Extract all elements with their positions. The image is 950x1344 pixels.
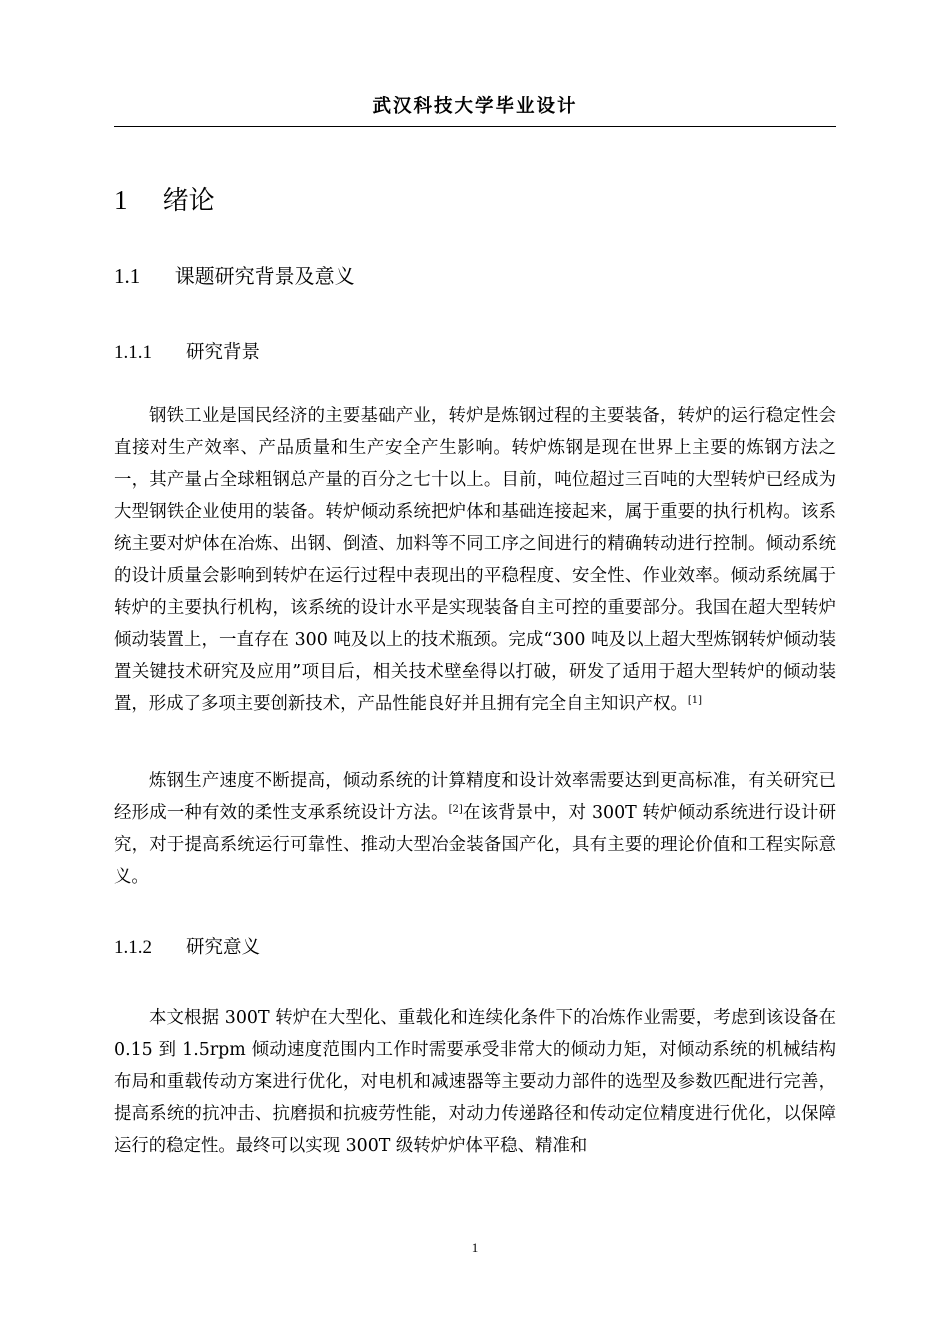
paragraph-background-1 <box>114 400 836 720</box>
subsection-heading-background <box>114 337 260 368</box>
subsection-heading-significance <box>114 932 260 963</box>
citation-ref-2: [2] <box>448 804 463 815</box>
paragraph-background-2 <box>114 765 836 893</box>
section-title: 课题研究背景及意义 <box>174 264 355 288</box>
paragraph-text: 本文根据 300T 转炉在大型化、重载化和连续化条件下的冶炼作业需要，考虑到该设备在 0.15 到 1.5rpm 倾动速度范围内工作时需要承受非常大的倾动力矩，对倾动系统的机械结构布局和重载传动方案进行优化，对电机和减速器等主要动力部件的选型及参数匹配进行完善，提高系统的抗冲击、抗磨损和抗疲劳性能，对动力传递路径和传动定位精度进行优化，以保障运行的稳定性。最终可以实现 300T 级转炉炉体平稳、精准和 <box>114 1008 836 1156</box>
paragraph-text: 钢铁工业是国民经济的主要基础产业，转炉是炼钢过程的主要装备，转炉的运行稳定性会直接对生产效率、产品质量和生产安全产生影响。转炉炼钢是现在世界上主要的炼钢方法之一，其产量占全球粗钢总产量的百分之七十以上。目前，吨位超过三百吨的大型转炉已经成为大型钢铁企业使用的装备。转炉倾动系统把炉体和基础连接起来，属于重要的执行机构。该系统主要对炉体在冶炼、出钢、倒渣、加料等不同工序之间进行的精确转动进行控制。倾动系统的设计质量会影响到转炉在运行过程中表现出的平稳程度、安全性、作业效率。倾动系统属于转炉的主要执行机构，该系统的设计水平是实现装备自主可控的重要部分。我国在超大型转炉倾动装置上，一直存在 300 吨及以上的技术瓶颈。完成“300 吨及以上超大型炼钢转炉倾动装置关键技术研究及应用”项目后，相关技术壁垒得以打破，研发了适用于超大型转炉的倾动装置，形成了多项主要创新技术，产品性能良好并且拥有完全自主知识产权。 <box>114 406 836 714</box>
paragraph-text: 炼钢生产速度不断提高，倾动系统的计算精度和设计效率需要达到更高标准，有关研究已经形成一种有效的柔性支承系统设计方法。 <box>114 771 836 823</box>
page-number: 1 <box>471 1240 479 1255</box>
chapter-heading <box>114 180 215 221</box>
chapter-title: 绪论 <box>162 186 215 216</box>
subsection-number: 1.1.2 <box>114 937 152 958</box>
chapter-number: 1 <box>114 185 128 215</box>
paragraph-text: 在该背景中，对 300T 转炉倾动系统进行设计研究，对于提高系统运行可靠性、推动大型冶金装备国产化，具有主要的理论价值和工程实际意义。 <box>114 803 836 887</box>
subsection-number: 1.1.1 <box>114 342 152 363</box>
subsection-title: 研究意义 <box>186 937 261 958</box>
section-heading <box>114 260 355 292</box>
paragraph-significance-1 <box>114 1002 836 1162</box>
citation-ref-1: [1] <box>687 695 703 706</box>
section-number: 1.1 <box>114 264 141 288</box>
running-header: 武汉科技大学毕业设计 <box>114 92 836 127</box>
subsection-title: 研究背景 <box>186 342 261 363</box>
